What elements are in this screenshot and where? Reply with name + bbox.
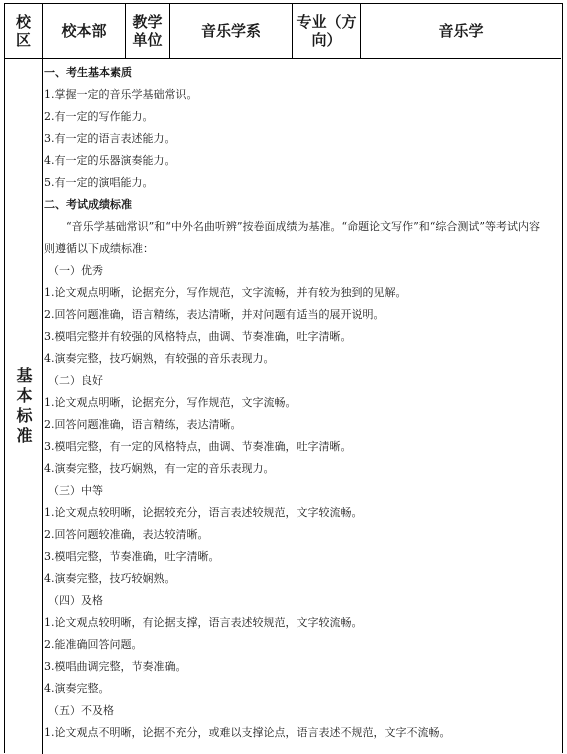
list-item: 4.演奏完整，技巧较娴熟。: [44, 572, 176, 585]
major-label: 专业（方向）: [293, 4, 361, 58]
list-item: 1.论文观点较明晰，论据较充分，语言表述较规范，文字较流畅。: [44, 506, 363, 519]
list-item: 1.论文观点不明晰，论据不充分，或难以支撑论点，语言表述不规范，文字不流畅。: [44, 726, 451, 739]
list-item: 3.模唱完整，有一定的风格特点，曲调、节奏准确，吐字清晰。: [44, 440, 352, 453]
unit-label: 教学单位: [126, 4, 170, 58]
list-item: 2.能准确回答问题。: [44, 638, 143, 651]
grade-label: （三）中等: [48, 484, 103, 497]
list-item: 3.模唱完整，节奏准确，吐字清晰。: [44, 550, 220, 563]
list-item: 1.掌握一定的音乐学基础常识。: [44, 88, 198, 101]
major-value: 音乐学: [438, 22, 484, 40]
header-row: [5, 4, 561, 59]
list-item: 5.有一定的演唱能力。: [44, 176, 154, 189]
standards-content: [44, 62, 550, 744]
list-item: 4.有一定的乐器演奏能力。: [44, 154, 176, 167]
unit-value: 音乐学系: [170, 4, 293, 58]
list-item: 4.演奏完整。: [44, 682, 110, 695]
grade-label: （四）及格: [48, 594, 103, 607]
grade-label: （五）不及格: [48, 704, 114, 717]
list-item: 3.有一定的语言表述能力。: [44, 132, 176, 145]
list-item: 1.论文观点较明晰，有论据支撑，语言表述较规范，文字较流畅。: [44, 616, 363, 629]
grade-label: （一）优秀: [48, 264, 103, 277]
section-title: 二、考试成绩标准: [44, 198, 132, 211]
list-item: 2.回答问题较准确，表达较清晰。: [44, 528, 209, 541]
basic-standard-label: 基本标准: [14, 366, 33, 447]
campus-label: 校区: [5, 4, 43, 58]
list-item: 3.模唱曲调完整，节奏准确。: [44, 660, 187, 673]
list-item: 3.模唱完整并有较强的风格特点，曲调、节奏准确，吐字清晰。: [44, 330, 352, 343]
list-item: 1.论文观点明晰，论据充分，写作规范，文字流畅，并有较为独到的见解。: [44, 286, 407, 299]
list-item: 2.回答问题准确，语言精练，表达清晰，并对问题有适当的展开说明。: [44, 308, 385, 321]
basic-standard-label-cell: [5, 59, 43, 754]
intro-paragraph: “音乐学基础常识”和“中外名曲听辨”按卷面成绩为基准。“命题论文写作”和“综合测试”等考试内容则遵循以下成绩标准：: [44, 220, 540, 255]
list-item: 4.演奏完整，技巧娴熟，有较强的音乐表现力。: [44, 352, 275, 365]
section-title: 一、考生基本素质: [44, 66, 132, 79]
list-item: 2.回答问题准确，语言精练，表达清晰。: [44, 418, 242, 431]
grade-label: （二）良好: [48, 374, 103, 387]
list-item: 2.有一定的写作能力。: [44, 110, 154, 123]
list-item: 1.论文观点明晰，论据充分，写作规范，文字流畅。: [44, 396, 297, 409]
campus-value: 校本部: [43, 4, 126, 58]
list-item: 4.演奏完整，技巧娴熟，有一定的音乐表现力。: [44, 462, 275, 475]
